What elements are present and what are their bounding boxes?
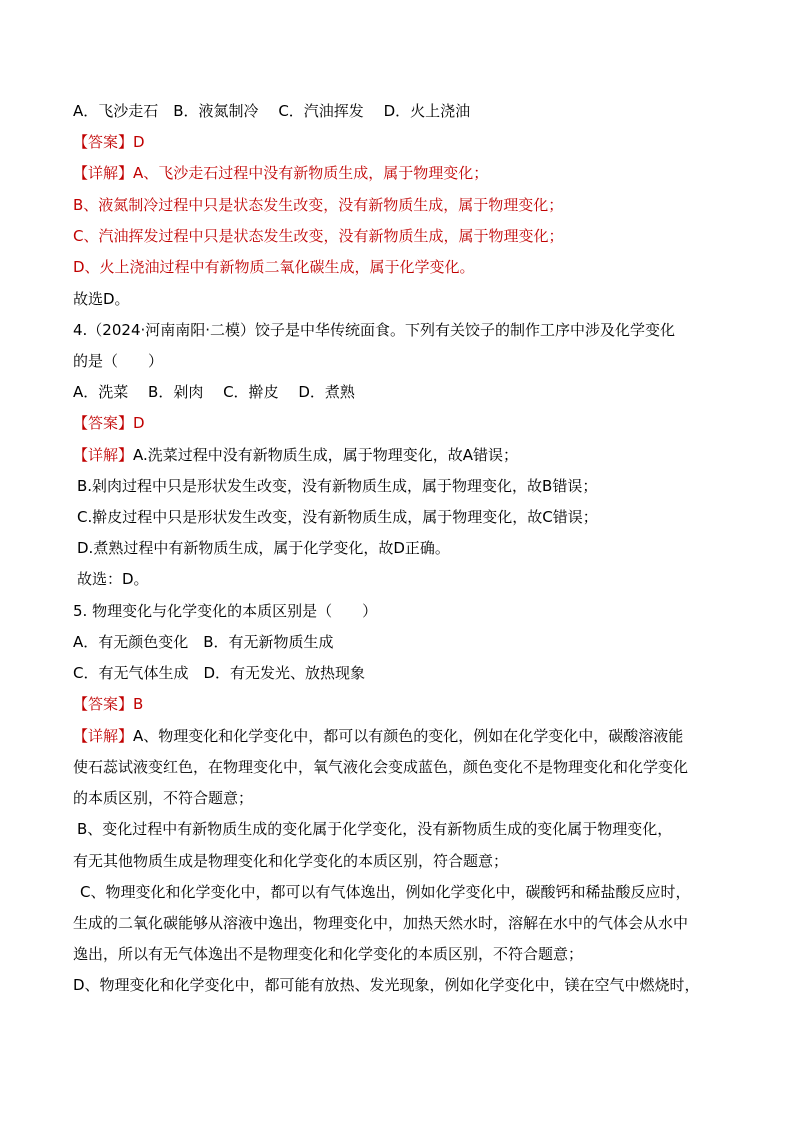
q5-detail-c3: 逸出，所以有无气体逸出不是物理变化和化学变化的本质区别，不符合题意； bbox=[73, 945, 584, 963]
q3-detail-1: 【详解】A、飞沙走石过程中没有新物质生成，属于物理变化； bbox=[73, 164, 489, 182]
q5-stem: 5. 物理变化与化学变化的本质区别是（ ） bbox=[73, 602, 378, 620]
q3-detail-3: C、汽油挥发过程中只是状态发生改变，没有新物质生成，属于物理变化； bbox=[73, 227, 564, 245]
q5-detail-a3: 的本质区别，不符合题意； bbox=[73, 789, 254, 807]
detail-label: 【详解】 bbox=[73, 727, 134, 745]
answer-value: B bbox=[133, 695, 144, 713]
q5-detail-c2: 生成的二氧化碳能够从溶液中逸出，物理变化中，加热天然水时，溶解在水中的气体会从水中 bbox=[73, 914, 689, 932]
answer-label: 【答案】 bbox=[73, 695, 134, 713]
q3-options: A．飞沙走石 B．液氮制冷 C．汽油挥发 D．火上浇油 bbox=[73, 102, 471, 120]
q4-answer bbox=[73, 413, 145, 433]
q5-detail-a2: 使石蕊试液变红色，在物理变化中，氧气液化会变成蓝色，颜色变化不是物理变化和化学变化 bbox=[73, 758, 689, 776]
answer-label: 【答案】 bbox=[73, 414, 134, 432]
q4-stem-1: 4.（2024·河南南阳·二模）饺子是中华传统面食。下列有关饺子的制作工序中涉及化学变化 bbox=[73, 321, 676, 339]
detail-label: 【详解】 bbox=[73, 446, 134, 464]
q5-detail-b2: 有无其他物质生成是物理变化和化学变化的本质区别，符合题意； bbox=[73, 852, 509, 870]
q4-detail-3: C.擀皮过程中只是形状发生改变，没有新物质生成，属于物理变化，故C错误； bbox=[77, 508, 598, 526]
q5-options-2: C．有无气体生成 D．有无发光、放热现象 bbox=[73, 664, 366, 682]
q5-options-1: A．有无颜色变化 B．有无新物质生成 bbox=[73, 633, 334, 651]
q3-conclusion: 故选D。 bbox=[73, 290, 130, 308]
q4-stem-2: 的是（ ） bbox=[73, 352, 164, 370]
q4-detail-4: D.煮熟过程中有新物质生成，属于化学变化，故D正确。 bbox=[77, 539, 450, 557]
q3-detail-4: D、火上浇油过程中有新物质二氧化碳生成，属于化学变化。 bbox=[73, 258, 475, 276]
q5-detail-c1: C、物理变化和化学变化中，都可以有气体逸出，例如化学变化中，碳酸钙和稀盐酸反应时， bbox=[80, 883, 691, 901]
q4-detail-2: B.剁肉过程中只是形状发生改变，没有新物质生成，属于物理变化，故B错误； bbox=[77, 477, 598, 495]
q4-options: A．洗菜 B．剁肉 C．擀皮 D．煮熟 bbox=[73, 383, 355, 401]
q4-detail-1: 【详解】A.洗菜过程中没有新物质生成，属于物理变化，故A错误； bbox=[73, 446, 519, 464]
q4-conclusion: 故选：D。 bbox=[77, 570, 149, 588]
q5-detail-b1: B、变化过程中有新物质生成的变化属于化学变化，没有新物质生成的变化属于物理变化， bbox=[77, 820, 673, 838]
answer-value: D bbox=[133, 414, 145, 432]
q5-detail-a1: 【详解】A、物理变化和化学变化中，都可以有颜色的变化，例如在化学变化中，碳酸溶液能 bbox=[73, 727, 684, 745]
answer-label: 【答案】 bbox=[73, 133, 134, 151]
q5-detail-d1: D、物理变化和化学变化中，都可能有放热、发光现象，例如化学变化中，镁在空气中燃烧时， bbox=[73, 976, 700, 994]
detail-label: 【详解】 bbox=[73, 164, 134, 182]
q3-answer bbox=[73, 132, 145, 152]
q3-detail-2: B、液氮制冷过程中只是状态发生改变，没有新物质生成，属于物理变化； bbox=[73, 196, 564, 214]
answer-value: D bbox=[133, 133, 145, 151]
q5-answer bbox=[73, 694, 143, 714]
